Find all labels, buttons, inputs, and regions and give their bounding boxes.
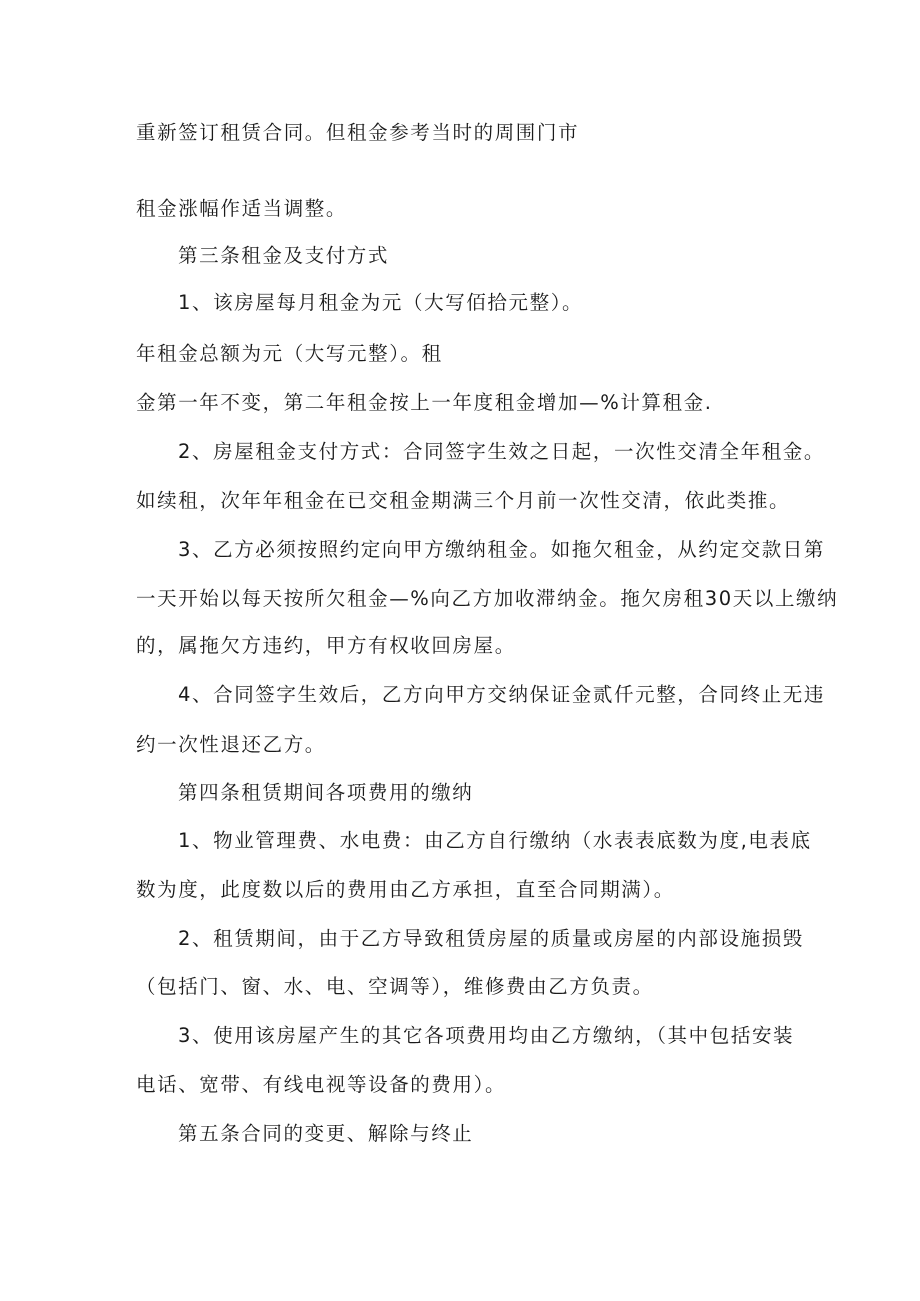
text-line: 约一次性退还乙方。 xyxy=(136,733,326,756)
text-line: 1、该房屋每月租金为元（大写佰拾元整）。 xyxy=(178,291,584,314)
text-line: 重新签订租赁合同。但租金参考当时的周围门市 xyxy=(136,121,580,144)
text-line: 电话、宽带、有线电视等设备的费用）。 xyxy=(136,1073,507,1096)
text-line: 2、房屋租金支付方式：合同签字生效之日起，一次性交清全年租金。 xyxy=(178,440,826,463)
section-heading-article-5: 第五条合同的变更、解除与终止 xyxy=(178,1122,474,1145)
text-line: 1、物业管理费、水电费：由乙方自行缴纳（水表表底数为度,电表底 xyxy=(178,829,812,852)
text-line: 3、使用该房屋产生的其它各项费用均由乙方缴纳，（其中包括安装 xyxy=(178,1024,795,1047)
text-line: 如续租，次年年租金在已交租金期满三个月前一次性交清，依此类推。 xyxy=(136,489,791,512)
text-line: 3、乙方必须按照约定向甲方缴纳租金。如拖欠租金，从约定交款日第 xyxy=(178,538,826,561)
text-line: 年租金总额为元（大写元整）。租 xyxy=(136,342,443,365)
text-line: 金第一年不变，第二年租金按上一年度租金增加—%计算租金. xyxy=(136,391,713,414)
text-line: 4、合同签字生效后，乙方向甲方交纳保证金贰仟元整，合同终止无违 xyxy=(178,683,826,706)
text-line: 的，属拖欠方违约，甲方有权收回房屋。 xyxy=(136,634,516,657)
text-line: 一天开始以每天按所欠租金—%向乙方加收滞纳金。拖欠房租30天以上缴纳 xyxy=(136,587,839,610)
section-heading-article-4: 第四条租赁期间各项费用的缴纳 xyxy=(178,781,474,804)
text-line: 2、租赁期间，由于乙方导致租赁房屋的质量或房屋的内部设施损毁 xyxy=(178,927,804,950)
text-line: （包括门、窗、水、电、空调等），维修费由乙方负责。 xyxy=(136,975,654,998)
text-line: 数为度，此度数以后的费用由乙方承担，直至合同期满）。 xyxy=(136,878,675,901)
section-heading-article-3: 第三条租金及支付方式 xyxy=(178,244,390,267)
text-line: 租金涨幅作适当调整。 xyxy=(136,197,348,220)
